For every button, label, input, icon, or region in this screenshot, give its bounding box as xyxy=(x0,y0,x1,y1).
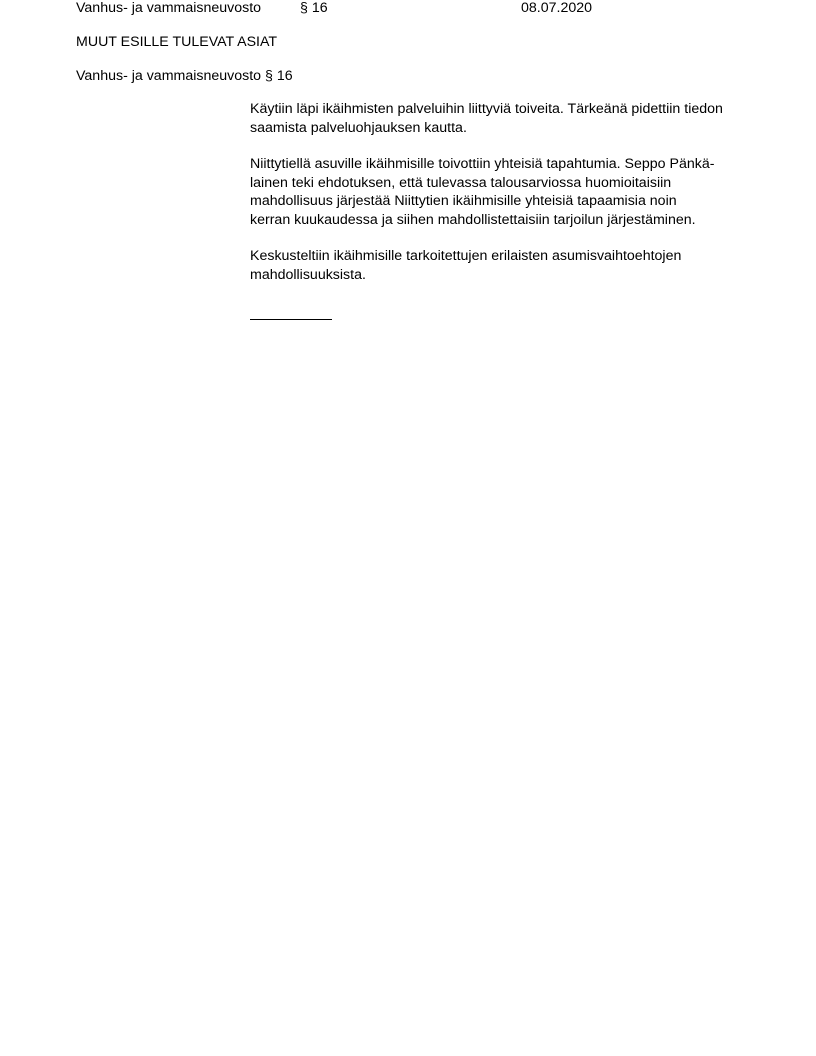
minutes-body xyxy=(250,100,750,320)
paragraph-services xyxy=(250,100,750,137)
header-date: 08.07.2020 xyxy=(521,0,593,16)
text-line: Käytiin läpi ikäihmisten palveluihin liittyviä toiveita. Tärkeänä pidettiin tiedon xyxy=(250,101,723,117)
text-line: mahdollisuus järjestää Niittytien ikäihmisille yhteisiä tapaamisia noin xyxy=(250,193,677,209)
paragraph-events xyxy=(250,155,750,229)
text-line: saamista palveluohjauksen kautta. xyxy=(250,119,467,136)
agenda-item-reference: Vanhus- ja vammaisneuvosto § 16 xyxy=(76,68,293,84)
end-rule-divider xyxy=(250,319,332,320)
text-line: Niittytiellä asuville ikäihmisille toivottiin yhteisiä tapahtumia. Seppo Pänkä- xyxy=(250,156,715,172)
text-line: mahdollisuuksista. xyxy=(250,266,366,283)
header-section-number: § 16 xyxy=(300,0,328,16)
text-line: lainen teki ehdotuksen, että tulevassa talousarviossa huomioitaisiin xyxy=(250,174,672,191)
text-line: Keskusteltiin ikäihmisille tarkoitettujen erilaisten asumisvaihtoehtojen xyxy=(250,248,682,264)
document-heading: MUUT ESILLE TULEVAT ASIAT xyxy=(76,34,278,50)
header-body-name: Vanhus- ja vammaisneuvosto xyxy=(76,0,262,16)
text-line: kerran kuukaudessa ja siihen mahdollistettaisiin tarjoilun järjestäminen. xyxy=(250,211,696,228)
paragraph-housing xyxy=(250,247,750,284)
